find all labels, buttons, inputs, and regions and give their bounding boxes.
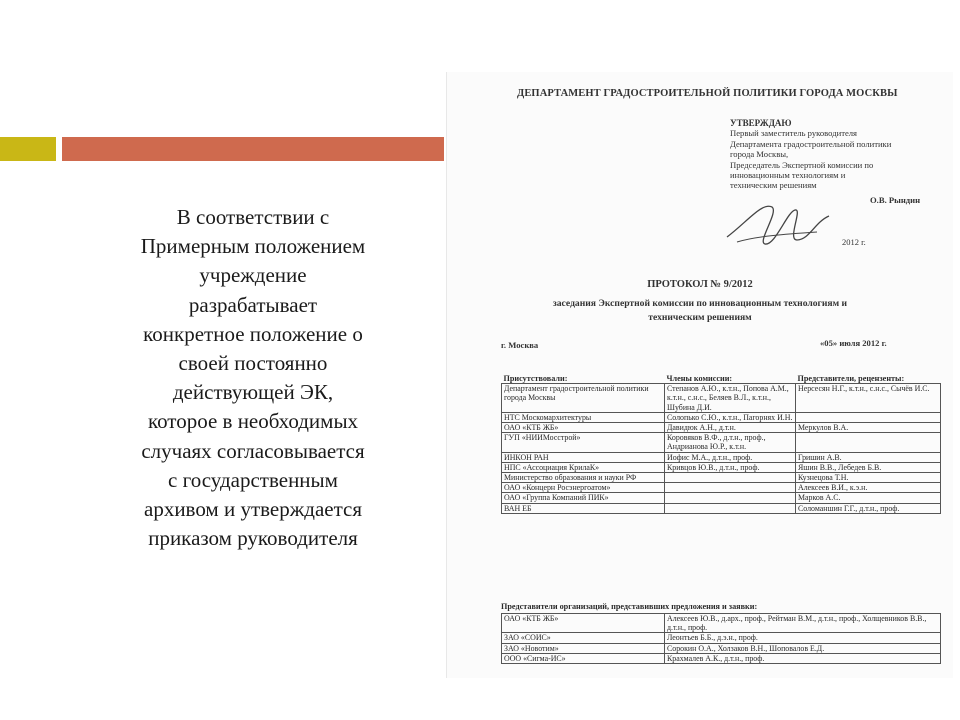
table-cell: Департамент градостроительной политики города Москвы xyxy=(502,384,665,413)
table-cell: ВАН ЕБ xyxy=(502,503,665,513)
table-row xyxy=(502,503,941,513)
table-row xyxy=(502,433,941,452)
column-header: Присутствовали: xyxy=(502,374,665,384)
attendance-table xyxy=(501,374,941,514)
slide-body-text xyxy=(118,203,388,553)
table-cell xyxy=(796,412,941,422)
column-header: Члены комиссии: xyxy=(665,374,796,384)
table-row xyxy=(502,412,941,422)
table-row xyxy=(502,384,941,413)
table-cell: Гришин А.В. xyxy=(796,452,941,462)
table-row xyxy=(502,653,941,663)
organizations-heading: Представители организаций, представивших предложения и заявки: xyxy=(501,602,758,611)
slide-text-line: Примерным положением xyxy=(140,234,366,259)
table-cell: Коровяков В.Ф., д.т.н., проф., Андрианова Ю.Р., к.т.н. xyxy=(665,433,796,452)
table-cell: Нерсесян Н.Г., к.т.н., с.н.с., Сычёв И.С. xyxy=(796,384,941,413)
accent-bar-yellow xyxy=(0,137,56,161)
table-row xyxy=(502,473,941,483)
approve-line: города Москвы, xyxy=(730,149,789,160)
slide-text-line: приказом руководителя xyxy=(148,526,358,551)
approve-line: инновационным технологиям и xyxy=(730,170,846,181)
table-cell: Иофис М.А., д.т.н., проф. xyxy=(665,452,796,462)
table-cell: Крахмалев А.К., д.т.н., проф. xyxy=(665,653,941,663)
protocol-subtitle-2: техническим решениям xyxy=(648,312,752,323)
table-cell: Солопько С.Ю., к.т.н., Пагорнях И.Н. xyxy=(665,412,796,422)
table-cell: ОАО «Группа Компаний ПИК» xyxy=(502,493,665,503)
table-cell: ЗАО «Новотим» xyxy=(502,643,665,653)
organizations-table xyxy=(501,613,941,664)
slide-text-line: конкретное положение о xyxy=(143,321,363,346)
table-cell: Меркулов В.А. xyxy=(796,423,941,433)
slide-text-line: архивом и утверждается xyxy=(144,497,362,522)
table-row xyxy=(502,493,941,503)
approve-line: Председатель Экспертной комиссии по xyxy=(730,159,874,170)
protocol-city: г. Москва xyxy=(501,340,539,350)
table-cell: НПС «Ассоциация КрилаК» xyxy=(502,462,665,472)
handwritten-signature xyxy=(717,192,837,252)
table-cell: Леонтьев Б.Б., д.э.н., проф. xyxy=(665,633,941,643)
accent-bar-red xyxy=(62,137,444,161)
table-cell: ОАО «Концерн Росэнергоатом» xyxy=(502,483,665,493)
slide-text-line: случаях согласовывается xyxy=(141,438,365,463)
scanned-protocol-document xyxy=(446,72,953,678)
approval-date: 2012 г. xyxy=(842,237,866,247)
approve-line: техническим решениям xyxy=(730,180,817,191)
table-cell xyxy=(665,483,796,493)
table-cell: ОАО «КТБ ЖБ» xyxy=(502,423,665,433)
table-cell: Кривцов Ю.В., д.т.н., проф. xyxy=(665,462,796,472)
approve-line: Департамента градостроительной политики xyxy=(730,138,892,149)
slide-text-line: своей постоянно xyxy=(178,351,328,376)
table-cell: ГУП «НИИМосстрой» xyxy=(502,433,665,452)
table-cell: Соломаншин Г.Г., д.т.н., проф. xyxy=(796,503,941,513)
table-row xyxy=(502,633,941,643)
table-cell: ИНКОН РАН xyxy=(502,452,665,462)
protocol-date: «05» июля 2012 г. xyxy=(820,338,887,348)
table-row xyxy=(502,462,941,472)
column-header: Представители, рецензенты: xyxy=(796,374,941,384)
slide-text-line: действующей ЭК, xyxy=(172,380,334,405)
table-cell: ОАО «КТБ ЖБ» xyxy=(502,614,665,633)
table-cell xyxy=(796,433,941,452)
table-cell: Яшин В.В., Лебедев Б.В. xyxy=(796,462,941,472)
table-cell: Марков А.С. xyxy=(796,493,941,503)
table-cell: Давидюк А.Н., д.т.н. xyxy=(665,423,796,433)
protocol-title: ПРОТОКОЛ № 9/2012 xyxy=(647,279,753,290)
attendance-header-row xyxy=(502,374,941,384)
table-cell: Министерство образования и науки РФ xyxy=(502,473,665,483)
slide-text-line: В соответствии с xyxy=(176,205,330,229)
approve-heading: УТВЕРЖДАЮ xyxy=(730,118,792,128)
slide-text-line: с государственным xyxy=(168,467,338,492)
table-row xyxy=(502,423,941,433)
table-cell: Алексеев В.И., к.э.н. xyxy=(796,483,941,493)
table-cell: Сорокин О.А., Холзаков В.Н., Шоповалов Е.Д. xyxy=(665,643,941,653)
table-cell: НТС Москомархитектуры xyxy=(502,412,665,422)
table-cell xyxy=(665,503,796,513)
table-cell xyxy=(665,473,796,483)
table-cell xyxy=(665,493,796,503)
table-row xyxy=(502,643,941,653)
slide-text-line: учреждение xyxy=(199,263,307,288)
table-cell: ЗАО «СОИС» xyxy=(502,633,665,643)
table-cell: ООО «Сигма-ИС» xyxy=(502,653,665,663)
slide-text-line: разрабатывает xyxy=(188,292,318,317)
table-cell: Кузнецова Т.Н. xyxy=(796,473,941,483)
table-row xyxy=(502,483,941,493)
slide-text-line: которое в необходимых xyxy=(147,409,359,434)
table-row xyxy=(502,452,941,462)
protocol-subtitle: заседания Экспертной комиссии по инновационным технологиям и xyxy=(552,298,848,309)
approver-name: О.В. Рындин xyxy=(870,194,921,205)
department-heading: ДЕПАРТАМЕНТ ГРАДОСТРОИТЕЛЬНОЙ ПОЛИТИКИ ГОРОДА МОСКВЫ xyxy=(517,88,898,99)
table-row xyxy=(502,614,941,633)
table-cell: Алексеев Ю.В., д.арх., проф., Рейтман В.М., д.т.н., проф., Холщевников В.В., д.т.н., проф. xyxy=(665,614,941,633)
approve-line: Первый заместитель руководителя xyxy=(730,128,858,139)
table-cell: Степанов А.Ю., к.т.н., Попова А.М., к.т.н., с.н.с., Беляев В.Л., к.т.н., Шубина Д.И. xyxy=(665,384,796,413)
